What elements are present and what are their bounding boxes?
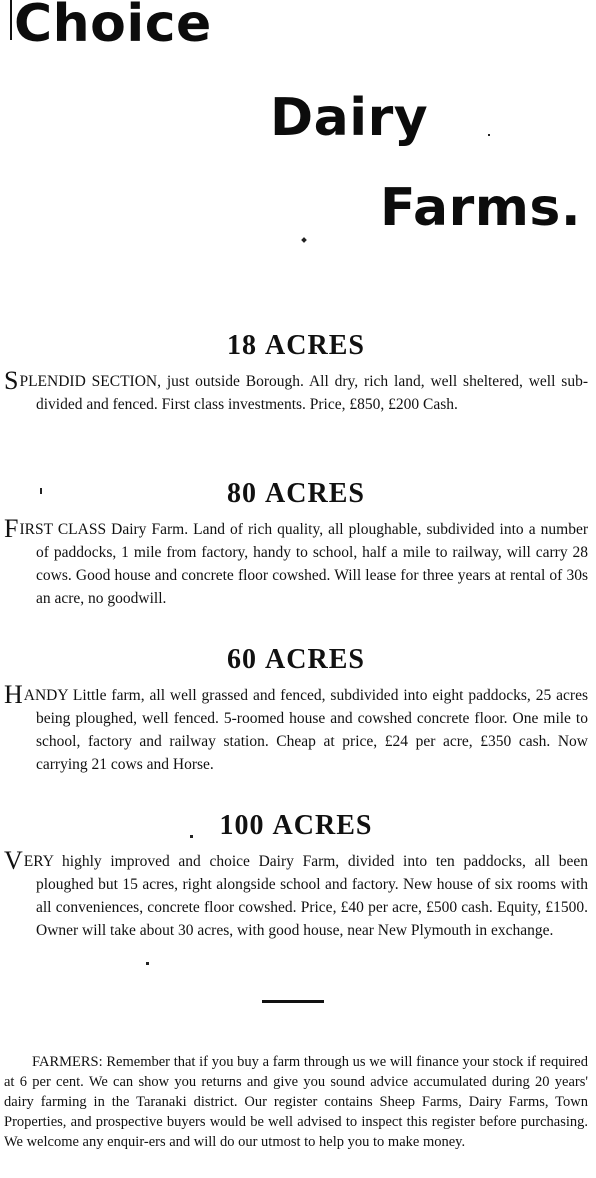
acres-number: 60 <box>227 644 258 675</box>
listing-description <box>4 514 588 610</box>
listing-18-acres <box>4 330 588 416</box>
listing-title <box>4 810 588 842</box>
listing-title <box>4 330 588 362</box>
print-speck <box>146 962 149 965</box>
acres-number: 100 <box>219 810 265 841</box>
listing-title <box>4 644 588 676</box>
listing-description <box>4 366 588 416</box>
listing-title <box>4 478 588 510</box>
drop-cap: S <box>4 366 19 395</box>
acres-number: 18 <box>227 330 258 361</box>
print-speck <box>40 488 42 494</box>
listing-description <box>4 680 588 776</box>
headline-line-2: Dairy <box>270 88 429 148</box>
section-divider <box>262 1000 324 1003</box>
acres-word: ACRES <box>272 810 373 841</box>
acres-word: ACRES <box>265 644 365 675</box>
left-border-rule <box>10 0 12 40</box>
acres-word: ACRES <box>265 330 365 361</box>
print-speck <box>301 237 307 243</box>
notice-lead: FARMERS: <box>32 1054 103 1070</box>
farmers-notice <box>4 1052 588 1152</box>
listing-text: ERY highly improved and choice Dairy Farm, divided into ten paddocks, all been ploughed but 15 acres, right alongside school and factory. New house of six rooms with all conveniences, concrete floor cowshed. Price, £40 per acre, £500 cash. Equity, £1500. Owner will take about 30 acres, with good house, near New Plymouth in exchange. <box>23 853 588 939</box>
listing-text: PLENDID SECTION, just outside Borough. All dry, rich land, well sheltered, well sub-divided and fenced. First class investments. Price, £850, £200 Cash. <box>19 373 588 413</box>
acres-word: ACRES <box>265 478 365 509</box>
listing-text: ANDY Little farm, all well grassed and fenced, subdivided into eight paddocks, 25 acres being ploughed, well fenced. 5-roomed house and cowshed concrete floor. One mile to school, factory and railway station. Cheap at price, £24 per acre, £350 cash. Now carrying 21 cows and Horse. <box>23 687 588 773</box>
headline-line-3: Farms. <box>380 178 582 238</box>
listing-text: IRST CLASS Dairy Farm. Land of rich quality, all ploughable, subdivided into a number of paddocks, 1 mile from factory, handy to school, half a mile to railway, will carry 28 cows. Good house and concrete floor cowshed. Will lease for three years at rental of 30s an acre, no goodwill. <box>19 521 588 607</box>
listing-100-acres <box>4 810 588 942</box>
listing-description <box>4 846 588 942</box>
listing-80-acres <box>4 478 588 610</box>
listing-60-acres <box>4 644 588 776</box>
print-speck <box>190 835 193 838</box>
print-speck <box>488 134 490 136</box>
acres-number: 80 <box>227 478 258 509</box>
notice-text: Remember that if you buy a farm through us we will finance your stock if required at 6 per cent. We can show you returns and give you sound advice accumulated during 20 years' dairy farming in the Taranaki district. Our register contains Sheep Farms, Dairy Farms, Town Properties, and prospective buyers would be well advised to inspect this register before purchasing. We welcome any enquir-ers and will do our utmost to help you to make money. <box>4 1054 588 1150</box>
headline-line-1: Choice <box>14 0 212 54</box>
drop-cap: F <box>4 514 19 543</box>
drop-cap: H <box>4 680 23 709</box>
drop-cap: V <box>4 846 23 875</box>
